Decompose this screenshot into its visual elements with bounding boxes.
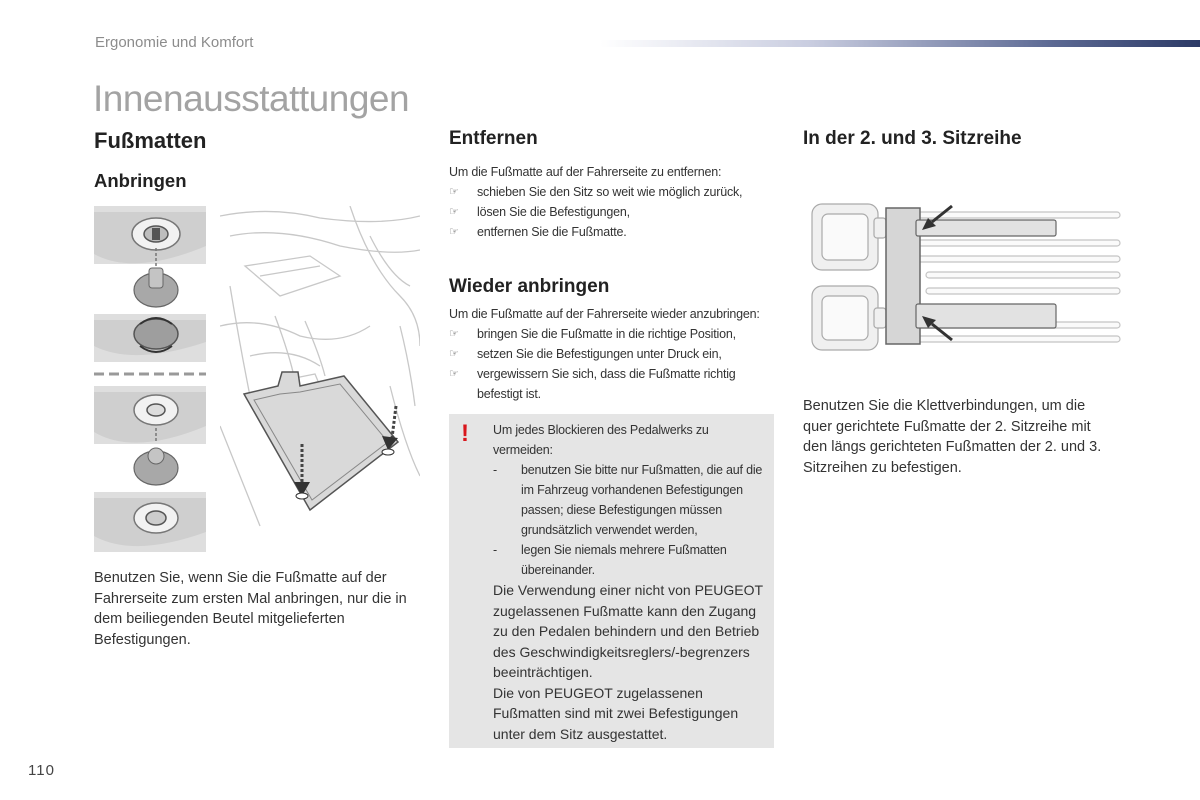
pointing-hand-icon: ☞ xyxy=(449,348,459,360)
pointing-hand-icon: ☞ xyxy=(449,328,459,340)
fastener-step-1-illustration xyxy=(94,206,206,276)
step-text: lösen Sie die Befestigungen, xyxy=(477,205,630,219)
step-text: entfernen Sie die Fußmatte. xyxy=(477,225,627,239)
warning-intro: Um jedes Blockieren des Pedalwerks zu vermeiden: xyxy=(493,423,709,457)
second-third-row-heading: In der 2. und 3. Sitzreihe xyxy=(803,128,1022,149)
fastener-step-2-illustration xyxy=(94,314,206,362)
pointing-hand-icon: ☞ xyxy=(449,186,459,198)
pointing-hand-icon: ☞ xyxy=(449,226,459,238)
fastener-illustrations xyxy=(94,206,206,552)
warning-note-text xyxy=(493,420,769,744)
pointing-hand-icon: ☞ xyxy=(449,206,459,218)
fastener-clip-1 xyxy=(134,268,178,307)
seat-row-2-upper xyxy=(812,204,886,270)
fussmatten-heading: Fußmatten xyxy=(94,128,207,153)
warning-note-box xyxy=(449,414,774,748)
second-third-row-body-text: Benutzen Sie die Klettverbindungen, um die quer gerichtete Fußmatte der 2. Sitzreihe mit den längs gerichteten Fußmatten der 2. und 3. Sitzreihen zu befestigen. xyxy=(803,398,1102,476)
warning-paragraph: Die von PEUGEOT zugelassenen Fußmatten sind mit zwei Befestigungen unter dem Sitz ausgestattet. xyxy=(493,684,739,742)
wieder-anbringen-steps-list xyxy=(449,324,759,404)
header-gradient-bar xyxy=(600,40,1200,47)
entfernen-steps-list xyxy=(449,182,779,242)
list-item xyxy=(449,364,759,404)
anbringen-body-text: Benutzen Sie, wenn Sie die Fußmatte auf der Fahrerseite zum ersten Mal anbringen, nur die in dem beiliegenden Beutel mitgelieferten Befestigungen. xyxy=(94,570,407,648)
step-text: setzen Sie die Befestigungen unter Druck ein, xyxy=(477,347,722,361)
longitudinal-mat-lower xyxy=(916,304,1056,328)
warning-list-item: - benutzen Sie bitte nur Fußmatten, die auf die im Fahrzeug vorhandenen Befestigungen passen; diese Befestigungen müssen grundsätzlich verwendet werden, xyxy=(493,463,763,537)
running-header: Ergonomie und Komfort xyxy=(95,34,254,51)
wieder-anbringen-intro: Um die Fußmatte auf der Fahrerseite wieder anzubringen: xyxy=(449,307,760,321)
anbringen-heading: Anbringen xyxy=(94,170,187,191)
warning-item-text: benutzen Sie bitte nur Fußmatten, die auf die im Fahrzeug vorhandenen Befestigungen passen; diese Befestigungen müssen grundsätzlich verwendet werden, xyxy=(521,463,763,537)
fastener-step-4-illustration xyxy=(94,492,206,552)
step-text: vergewissern Sie sich, dass die Fußmatte richtig befestigt ist. xyxy=(477,367,736,401)
warning-item-text: legen Sie niemals mehrere Fußmatten übereinander. xyxy=(521,543,727,577)
entfernen-heading: Entfernen xyxy=(449,128,538,149)
exclamation-icon: ! xyxy=(461,420,469,447)
page-number: 110 xyxy=(28,762,55,779)
step-text: bringen Sie die Fußmatte in die richtige Position, xyxy=(477,327,736,341)
seat-row-2-lower xyxy=(812,286,886,350)
fastener-clip-2 xyxy=(134,448,178,485)
longitudinal-mat-upper xyxy=(916,220,1056,236)
transverse-mat xyxy=(886,208,920,344)
wieder-anbringen-heading: Wieder anbringen xyxy=(449,276,610,297)
list-item xyxy=(449,324,759,344)
driver-footwell-mat-illustration xyxy=(220,206,420,552)
fastener-step-3-illustration xyxy=(94,386,206,444)
list-item xyxy=(449,344,759,364)
floor-mat xyxy=(244,372,398,510)
list-item xyxy=(449,222,779,242)
warning-paragraph: Die Verwendung einer nicht von PEUGEOT zugelassenen Fußmatte kann den Zugang zu den Pedalen behindern und den Betrieb des Geschwindigkeitsreglers/-begrenzers beeinträchtigen. xyxy=(493,582,763,680)
list-item xyxy=(449,182,779,202)
step-text: schieben Sie den Sitz so weit wie möglich zurück, xyxy=(477,185,743,199)
pointing-hand-icon: ☞ xyxy=(449,368,459,380)
warning-list-item: - legen Sie niemals mehrere Fußmatten übereinander. xyxy=(493,543,727,577)
entfernen-intro: Um die Fußmatte auf der Fahrerseite zu entfernen: xyxy=(449,165,722,179)
page-title: Innenausstattungen xyxy=(93,78,410,119)
rear-rows-mat-diagram xyxy=(806,196,1136,356)
list-item xyxy=(449,202,779,222)
